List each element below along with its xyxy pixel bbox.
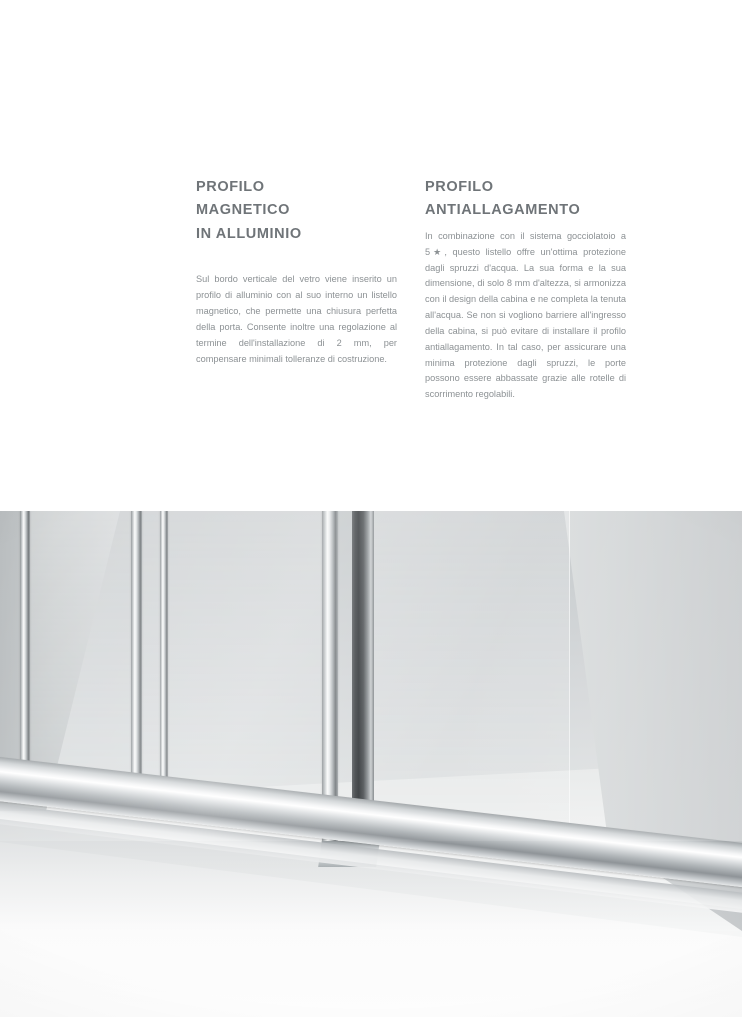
photo-glass-pane-right	[368, 511, 570, 831]
heading-line-1: PROFILO	[196, 179, 265, 195]
column-left-body: Sul bordo verticale del vetro viene inserito un profilo di alluminio con al suo interno un listello magnetico, che permette una chiusura perfetta della porta. Consente inoltre una regolazione al termine dell'installazione di 2 mm, per compensare minimali tolleranze di costruzione.	[196, 274, 397, 364]
text-columns	[196, 176, 626, 403]
column-profilo-antiallagamento	[425, 176, 626, 403]
photo-glass-pane-left	[24, 511, 132, 773]
column-right-body: In combinazione con il sistema gocciolatoio a 5★, questo listello offre un'ottima protezione dagli spruzzi d'acqua. La sua forma e la sua dimensione, di solo 8 mm d'altezza, si armonizza con il design della cabina e ne completa la tenuta all'acqua. Se non si vogliono barriere all'ingresso della cabina, si può evitare di installare il profilo antiallagamento. In tal caso, per assicurare una minima protezione dagli spruzzi, le porte possono essere abbassate grazie alle rotelle di scorrimento regolabili.	[425, 230, 626, 400]
heading-line-3: IN ALLUMINIO	[196, 225, 302, 242]
heading-line-1: PROFILO	[425, 179, 494, 195]
column-profilo-magnetico	[196, 176, 397, 403]
shower-enclosure-photo	[0, 511, 742, 1017]
heading-line-2: MAGNETICO	[196, 202, 291, 219]
photo-aluminium-profile-3	[160, 511, 168, 787]
heading-line-2: ANTIALLAGAMENTO	[425, 202, 581, 219]
photo-glass-pane-middle	[140, 511, 332, 801]
photo-aluminium-profile-2	[131, 511, 142, 786]
photo-aluminium-profile-1	[20, 511, 30, 763]
column-left-heading	[196, 176, 397, 246]
column-right-heading	[425, 176, 626, 223]
